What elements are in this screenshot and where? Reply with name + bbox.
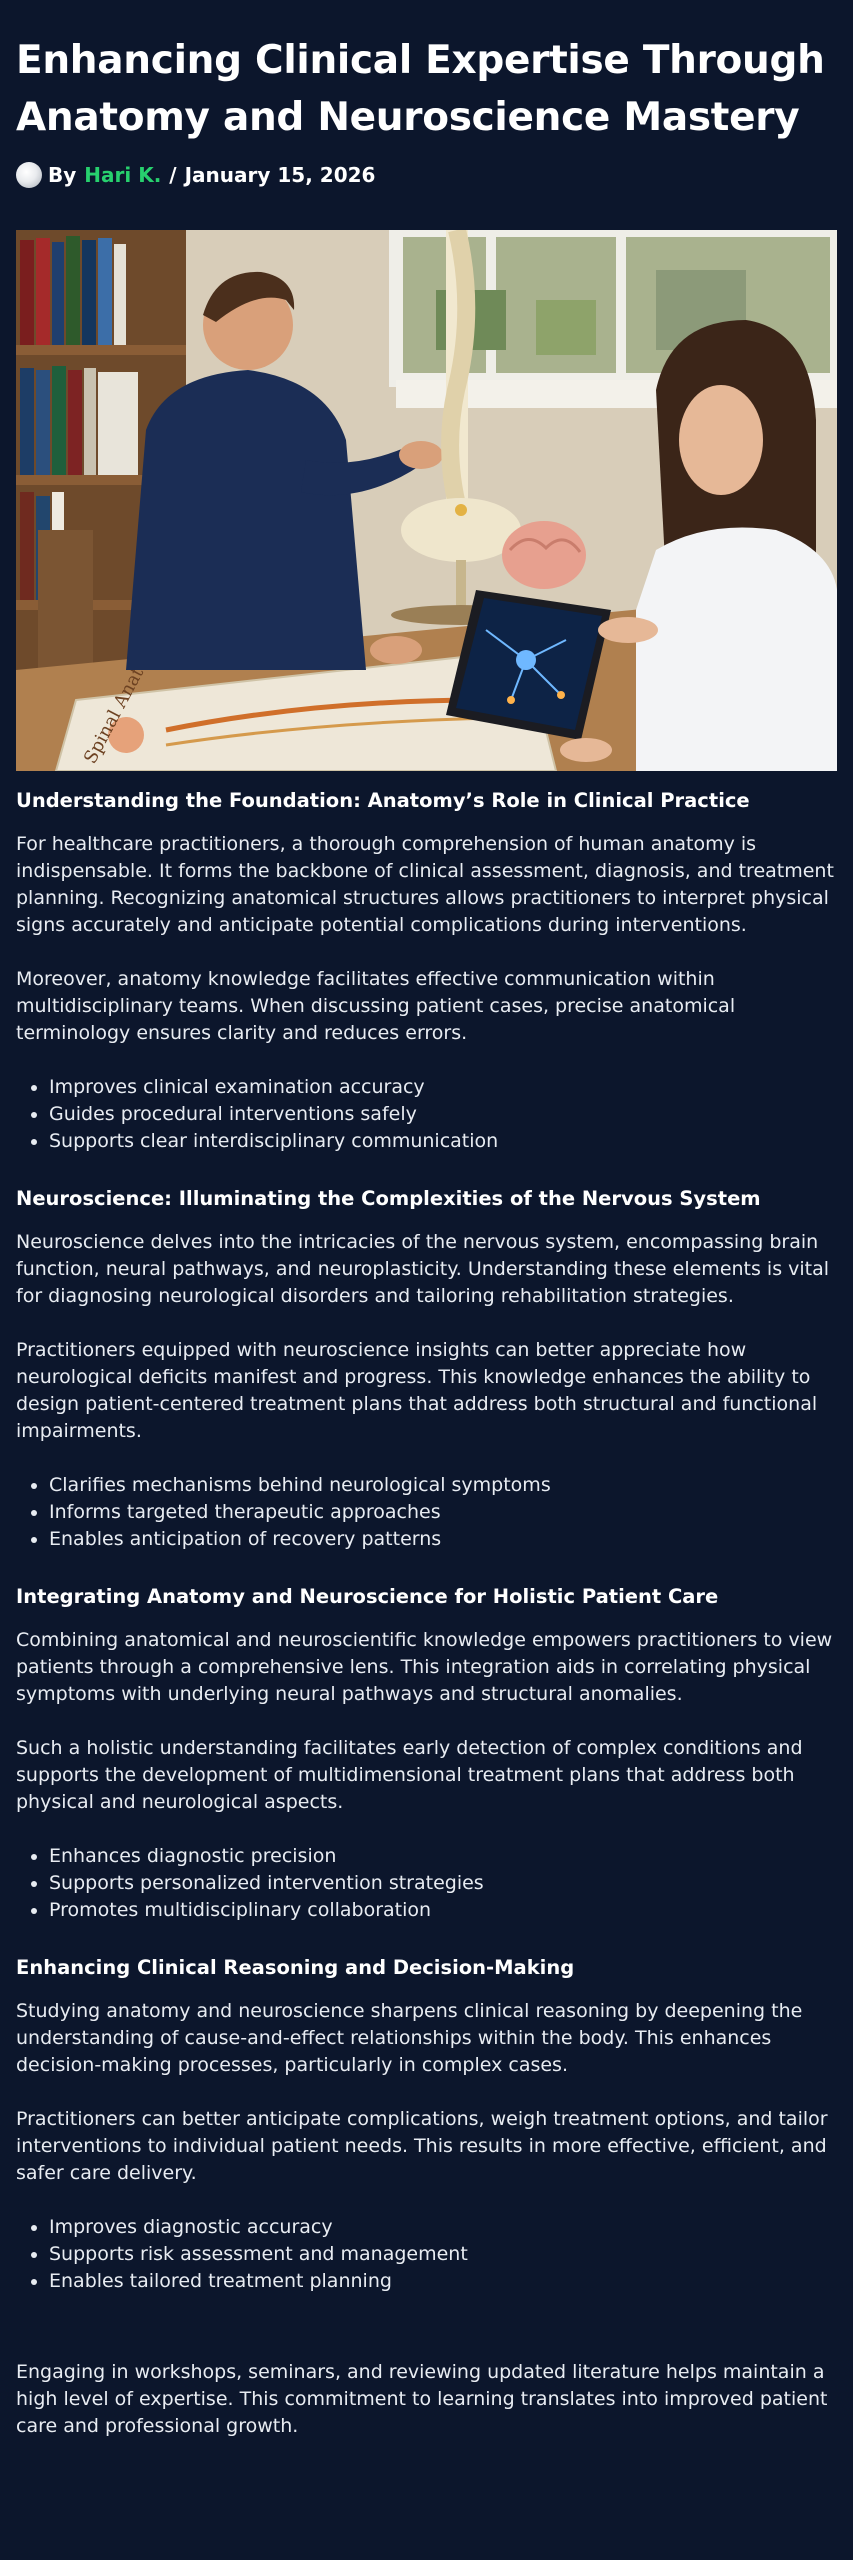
author-avatar	[16, 162, 42, 188]
section-heading: Integrating Anatomy and Neuroscience for Holistic Patient Care	[16, 1585, 719, 1608]
closing-paragraph: Engaging in workshops, seminars, and reviewing updated literature helps maintain a high level of expertise. This commitment to learning translates into improved patient care and professional growth.	[16, 2361, 828, 2437]
list-item: Supports personalized intervention strategies	[16, 1870, 837, 1897]
byline	[16, 160, 837, 190]
list-item: Enables anticipation of recovery patterns	[16, 1526, 837, 1553]
paragraph: Practitioners equipped with neuroscience insights can better appreciate how neurological deficits manifest and progress. This knowledge enhances the ability to design patient-centered treatment plans that address both structural and functional impairments.	[16, 1339, 818, 1442]
hero-image	[16, 230, 837, 771]
paragraph: Practitioners can better anticipate complications, weigh treatment options, and tailor interventions to individual patient needs. This results in more effective, efficient, and safer care delivery.	[16, 2108, 828, 2184]
list-item: Guides procedural interventions safely	[16, 1101, 837, 1128]
byline-by: By	[48, 163, 77, 187]
paragraph: Moreover, anatomy knowledge facilitates effective communication within multidisciplinary teams. When discussing patient cases, precise anatomical terminology ensures clarity and reduces errors.	[16, 968, 736, 1044]
paragraph: Combining anatomical and neuroscientific knowledge empowers practitioners to view patients through a comprehensive lens. This integration aids in correlating physical symptoms with underlying neural pathways and structural anomalies.	[16, 1629, 833, 1705]
paragraph: Neuroscience delves into the intricacies of the nervous system, encompassing brain function, neural pathways, and neuroplasticity. Understanding these elements is vital for diagnosing neurological disorders and tailoring rehabilitation strategies.	[16, 1231, 830, 1307]
list-item: Informs targeted therapeutic approaches	[16, 1499, 837, 1526]
hero-chart-label: Spinal	[79, 706, 126, 768]
bullet-list	[16, 1843, 837, 1924]
paragraph: For healthcare practitioners, a thorough comprehension of human anatomy is indispensable. It forms the backbone of clinical assessment, diagnosis, and treatment planning. Recognizing anatomical structures allows practitioners to interpret physical signs accurately and anticipate potential complications during interventions.	[16, 833, 834, 936]
hero-illustration	[16, 230, 837, 771]
list-item: Promotes multidisciplinary collaboration	[16, 1897, 837, 1924]
section-heading: Enhancing Clinical Reasoning and Decision-Making	[16, 1956, 575, 1979]
publish-date: January 15, 2026	[184, 163, 376, 187]
list-item: Supports clear interdisciplinary communication	[16, 1128, 837, 1155]
bullet-list	[16, 1074, 837, 1155]
article-title: Enhancing Clinical Expertise Through Anatomy and Neuroscience Mastery	[16, 38, 825, 140]
list-item: Enhances diagnostic precision	[16, 1843, 837, 1870]
paragraph: Such a holistic understanding facilitates early detection of complex conditions and supports the development of multidimensional treatment plans that address both physical and neurological aspects.	[16, 1737, 803, 1813]
section-heading: Neuroscience: Illuminating the Complexities of the Nervous System	[16, 1187, 761, 1210]
list-item: Clarifies mechanisms behind neurological symptoms	[16, 1472, 837, 1499]
paragraph: Studying anatomy and neuroscience sharpens clinical reasoning by deepening the understanding of cause-and-effect relationships within the body. This enhances decision-making processes, particularly in complex cases.	[16, 2000, 803, 2076]
bullet-list	[16, 1472, 837, 1553]
section-heading: Understanding the Foundation: Anatomy’s Role in Clinical Practice	[16, 789, 750, 812]
bullet-list	[16, 2214, 837, 2295]
list-item: Improves diagnostic accuracy	[16, 2214, 837, 2241]
list-item: Enables tailored treatment planning	[16, 2268, 837, 2295]
list-item: Improves clinical examination accuracy	[16, 1074, 837, 1101]
byline-separator: /	[169, 163, 177, 187]
list-item: Supports risk assessment and management	[16, 2241, 837, 2268]
author-link[interactable]: Hari K.	[84, 163, 162, 187]
